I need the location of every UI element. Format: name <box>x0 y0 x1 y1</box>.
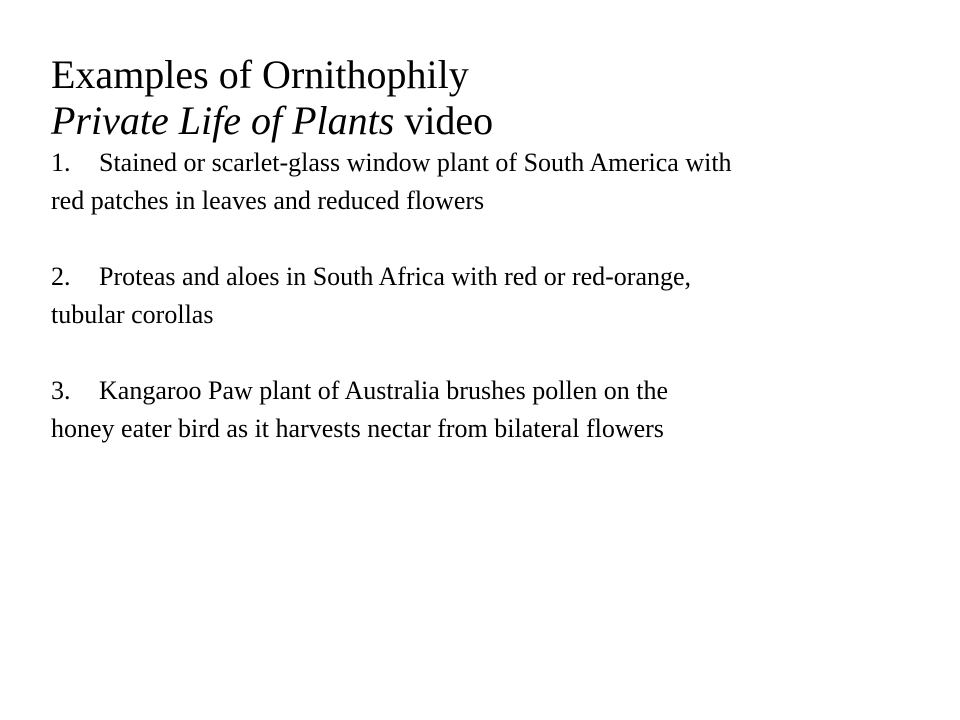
list-item-3-line-1 <box>51 372 931 410</box>
list-item-3 <box>51 372 931 448</box>
list-item-2 <box>51 258 931 334</box>
subtitle-italic-text: Private Life of Plants <box>51 98 395 143</box>
list-item-2-number: 2. <box>51 262 71 291</box>
spacer <box>51 220 931 258</box>
slide-title: Examples of Ornithophily <box>51 52 469 97</box>
spacer <box>51 334 931 372</box>
list-item-3-text-2: honey eater bird as it harvests nectar from bilateral flowers <box>51 414 664 443</box>
list-item-1-text-2: red patches in leaves and reduced flowers <box>51 186 485 215</box>
list-item-3-text-1: Kangaroo Paw plant of Australia brushes pollen on the <box>99 376 668 405</box>
list-item-1-text-1: Stained or scarlet-glass window plant of South America with <box>99 148 732 177</box>
list-item-1-number: 1. <box>51 148 71 177</box>
list-item-2-text-1: Proteas and aloes in South Africa with red or red-orange, <box>99 262 692 291</box>
slide-subtitle <box>51 98 931 144</box>
list-item-2-line-1 <box>51 258 931 296</box>
list-item-1 <box>51 144 931 220</box>
list-item-3-number: 3. <box>51 376 71 405</box>
slide-content <box>51 52 931 448</box>
subtitle-rest-text: video <box>394 98 494 143</box>
list-item-1-line-1 <box>51 144 931 182</box>
list-item-2-text-2: tubular corollas <box>51 300 214 329</box>
